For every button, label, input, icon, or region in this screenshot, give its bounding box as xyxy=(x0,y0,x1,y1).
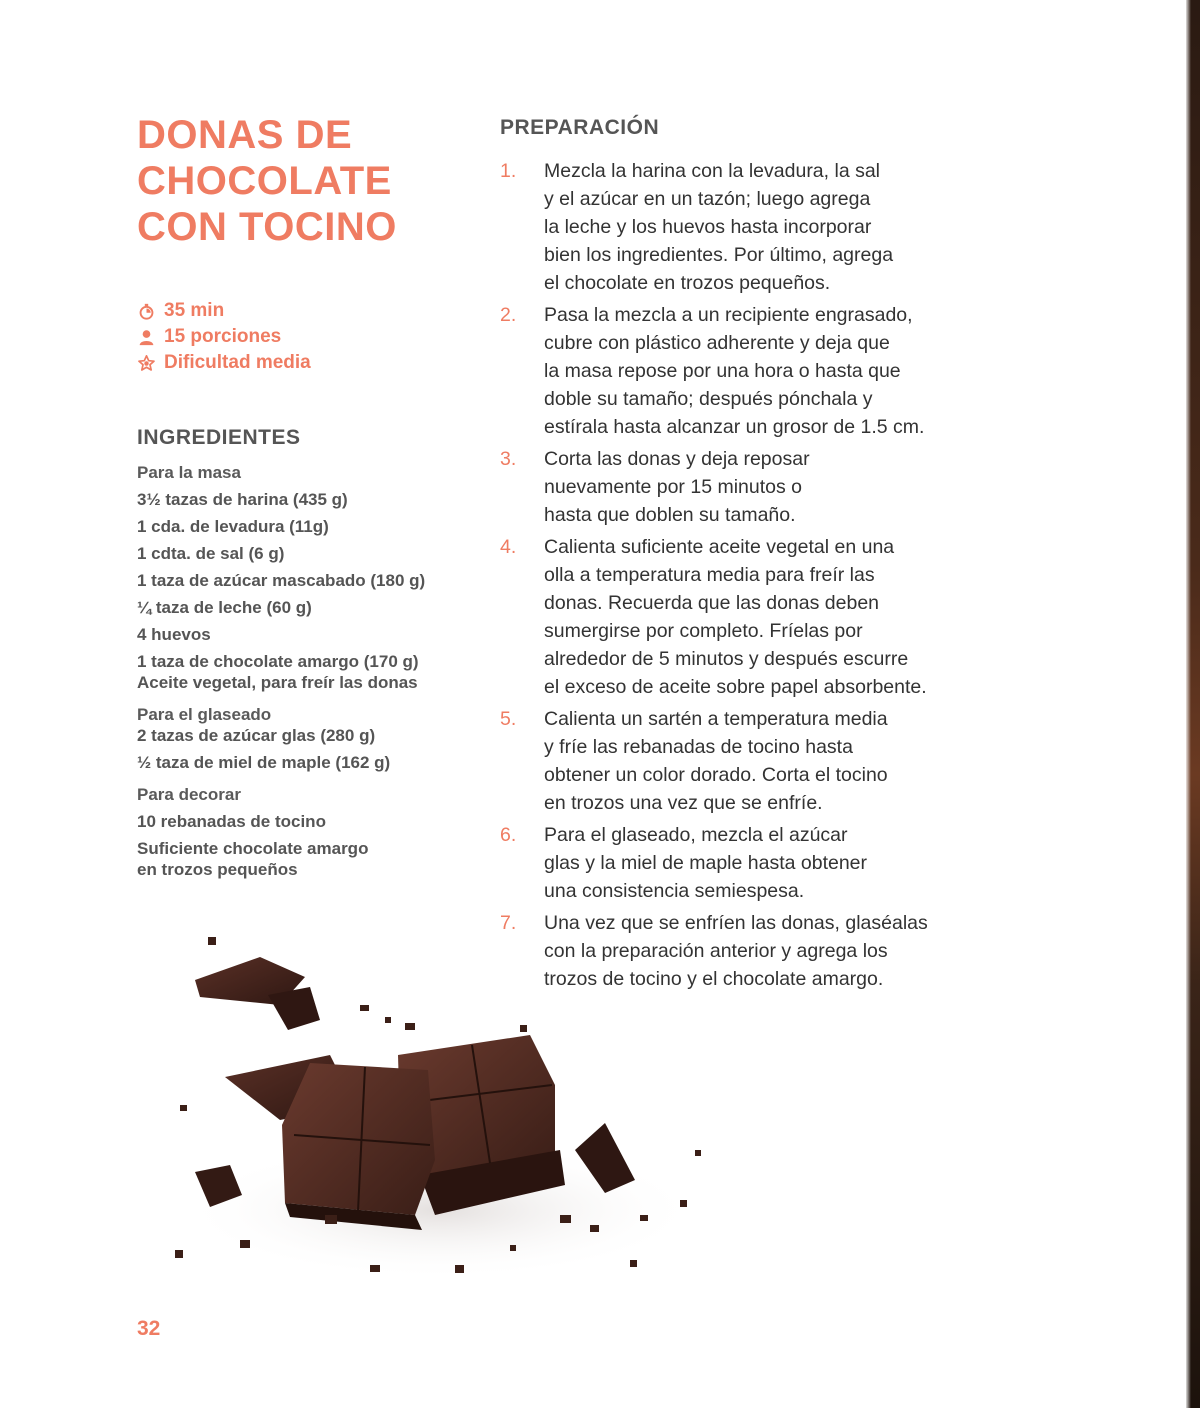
preparation-steps xyxy=(500,157,1020,997)
ingredient-item: Aceite vegetal, para freír las donas xyxy=(137,673,418,692)
meta-time xyxy=(138,298,311,324)
step-text-line: la masa repose por una hora o hasta que xyxy=(544,360,901,382)
ingredient-item: 10 rebanadas de tocino xyxy=(137,812,326,831)
chocolate-pieces-photo xyxy=(160,925,720,1305)
step-text-line: doble su tamaño; después pónchala y xyxy=(544,388,873,410)
step-3 xyxy=(500,445,1020,529)
step-text-line: Calienta un sartén a temperatura media xyxy=(544,708,888,730)
ingredient-item: 4 huevos xyxy=(137,625,211,644)
step-text-line: el exceso de aceite sobre papel absorbente. xyxy=(544,676,927,698)
meta-time-label: 35 min xyxy=(164,300,225,321)
step-number: 7. xyxy=(500,912,517,934)
ingredients-subheading-masa: Para la masa xyxy=(137,463,241,482)
step-1 xyxy=(500,157,1020,297)
meta-portions xyxy=(138,324,311,350)
timer-icon xyxy=(138,303,155,320)
step-text-line: Mezcla la harina con la levadura, la sal xyxy=(544,160,881,182)
step-number: 1. xyxy=(500,160,517,182)
title-line-3: CON TOCINO xyxy=(137,205,397,249)
step-text-line: bien los ingredientes. Por último, agrega xyxy=(544,244,894,266)
ingredient-item: ¼ taza de leche (60 g) xyxy=(137,598,312,617)
meta-difficulty xyxy=(138,350,311,376)
title-line-1: DONAS DE xyxy=(137,113,353,157)
step-4 xyxy=(500,533,1020,701)
step-text-line: olla a temperatura media para freír las xyxy=(544,564,875,586)
step-text-line: trozos de tocino y el chocolate amargo. xyxy=(544,968,884,990)
ingredient-item: 3½ tazas de harina (435 g) xyxy=(137,490,348,509)
step-text-line: donas. Recuerda que las donas deben xyxy=(544,592,880,614)
step-text-line: sumergirse por completo. Fríelas por xyxy=(544,620,863,642)
step-text-line: hasta que doblen su tamaño. xyxy=(544,504,796,526)
step-text-line: el chocolate en trozos pequeños. xyxy=(544,272,831,294)
recipe-title xyxy=(137,112,467,250)
ingredients-list xyxy=(137,462,482,880)
ingredients-subheading-decorar: Para decorar xyxy=(137,785,241,804)
ingredient-item: 1 cdta. de sal (6 g) xyxy=(137,544,285,563)
preparation-heading: PREPARACIÓN xyxy=(500,116,660,139)
ingredients-subheading-glaseado: Para el glaseado xyxy=(137,705,272,724)
step-number: 3. xyxy=(500,448,517,470)
step-number: 6. xyxy=(500,824,517,846)
step-text-line: cubre con plástico adherente y deja que xyxy=(544,332,890,354)
meta-difficulty-label: Dificultad media xyxy=(164,352,311,373)
ingredients-heading: INGREDIENTES xyxy=(137,426,301,449)
step-text-line: estírala hasta alcanzar un grosor de 1.5 cm. xyxy=(544,416,925,438)
step-text-line: Una vez que se enfríen las donas, glaséalas xyxy=(544,912,928,934)
step-5 xyxy=(500,705,1020,817)
step-text-line: y fríe las rebanadas de tocino hasta xyxy=(544,736,853,758)
step-text-line: Para el glaseado, mezcla el azúcar xyxy=(544,824,848,846)
step-text-line: obtener un color dorado. Corta el tocino xyxy=(544,764,888,786)
star-badge-icon xyxy=(138,355,155,372)
step-2 xyxy=(500,301,1020,441)
ingredient-item: 2 tazas de azúcar glas (280 g) xyxy=(137,726,376,745)
ingredient-item: en trozos pequeños xyxy=(137,860,298,879)
ingredient-item: ½ taza de miel de maple (162 g) xyxy=(137,753,391,772)
page-number: 32 xyxy=(137,1317,161,1340)
step-text-line: una consistencia semiespesa. xyxy=(544,880,805,902)
step-text-line: glas y la miel de maple hasta obtener xyxy=(544,852,868,874)
step-number: 5. xyxy=(500,708,517,730)
step-text-line: en trozos una vez que se enfríe. xyxy=(544,792,823,814)
step-text-line: la leche y los huevos hasta incorporar xyxy=(544,216,872,238)
edge-photo-strip xyxy=(1186,0,1200,1408)
step-text-line: Corta las donas y deja reposar xyxy=(544,448,810,470)
step-text-line: y el azúcar en un tazón; luego agrega xyxy=(544,188,871,210)
person-icon xyxy=(138,329,155,346)
recipe-meta xyxy=(138,298,311,376)
step-number: 2. xyxy=(500,304,517,326)
step-text-line: alrededor de 5 minutos y después escurre xyxy=(544,648,909,670)
step-text-line: con la preparación anterior y agrega los xyxy=(544,940,888,962)
title-line-2: CHOCOLATE xyxy=(137,159,392,203)
ingredient-item: 1 taza de azúcar mascabado (180 g) xyxy=(137,571,426,590)
step-text-line: Pasa la mezcla a un recipiente engrasado, xyxy=(544,304,913,326)
step-text-line: Calienta suficiente aceite vegetal en una xyxy=(544,536,895,558)
ingredient-item: 1 cda. de levadura (11g) xyxy=(137,517,329,536)
ingredient-item: Suficiente chocolate amargo xyxy=(137,839,369,858)
step-6 xyxy=(500,821,1020,905)
ingredient-item: 1 taza de chocolate amargo (170 g) xyxy=(137,652,419,671)
step-text-line: nuevamente por 15 minutos o xyxy=(544,476,802,498)
meta-portions-label: 15 porciones xyxy=(164,326,282,347)
step-number: 4. xyxy=(500,536,517,558)
